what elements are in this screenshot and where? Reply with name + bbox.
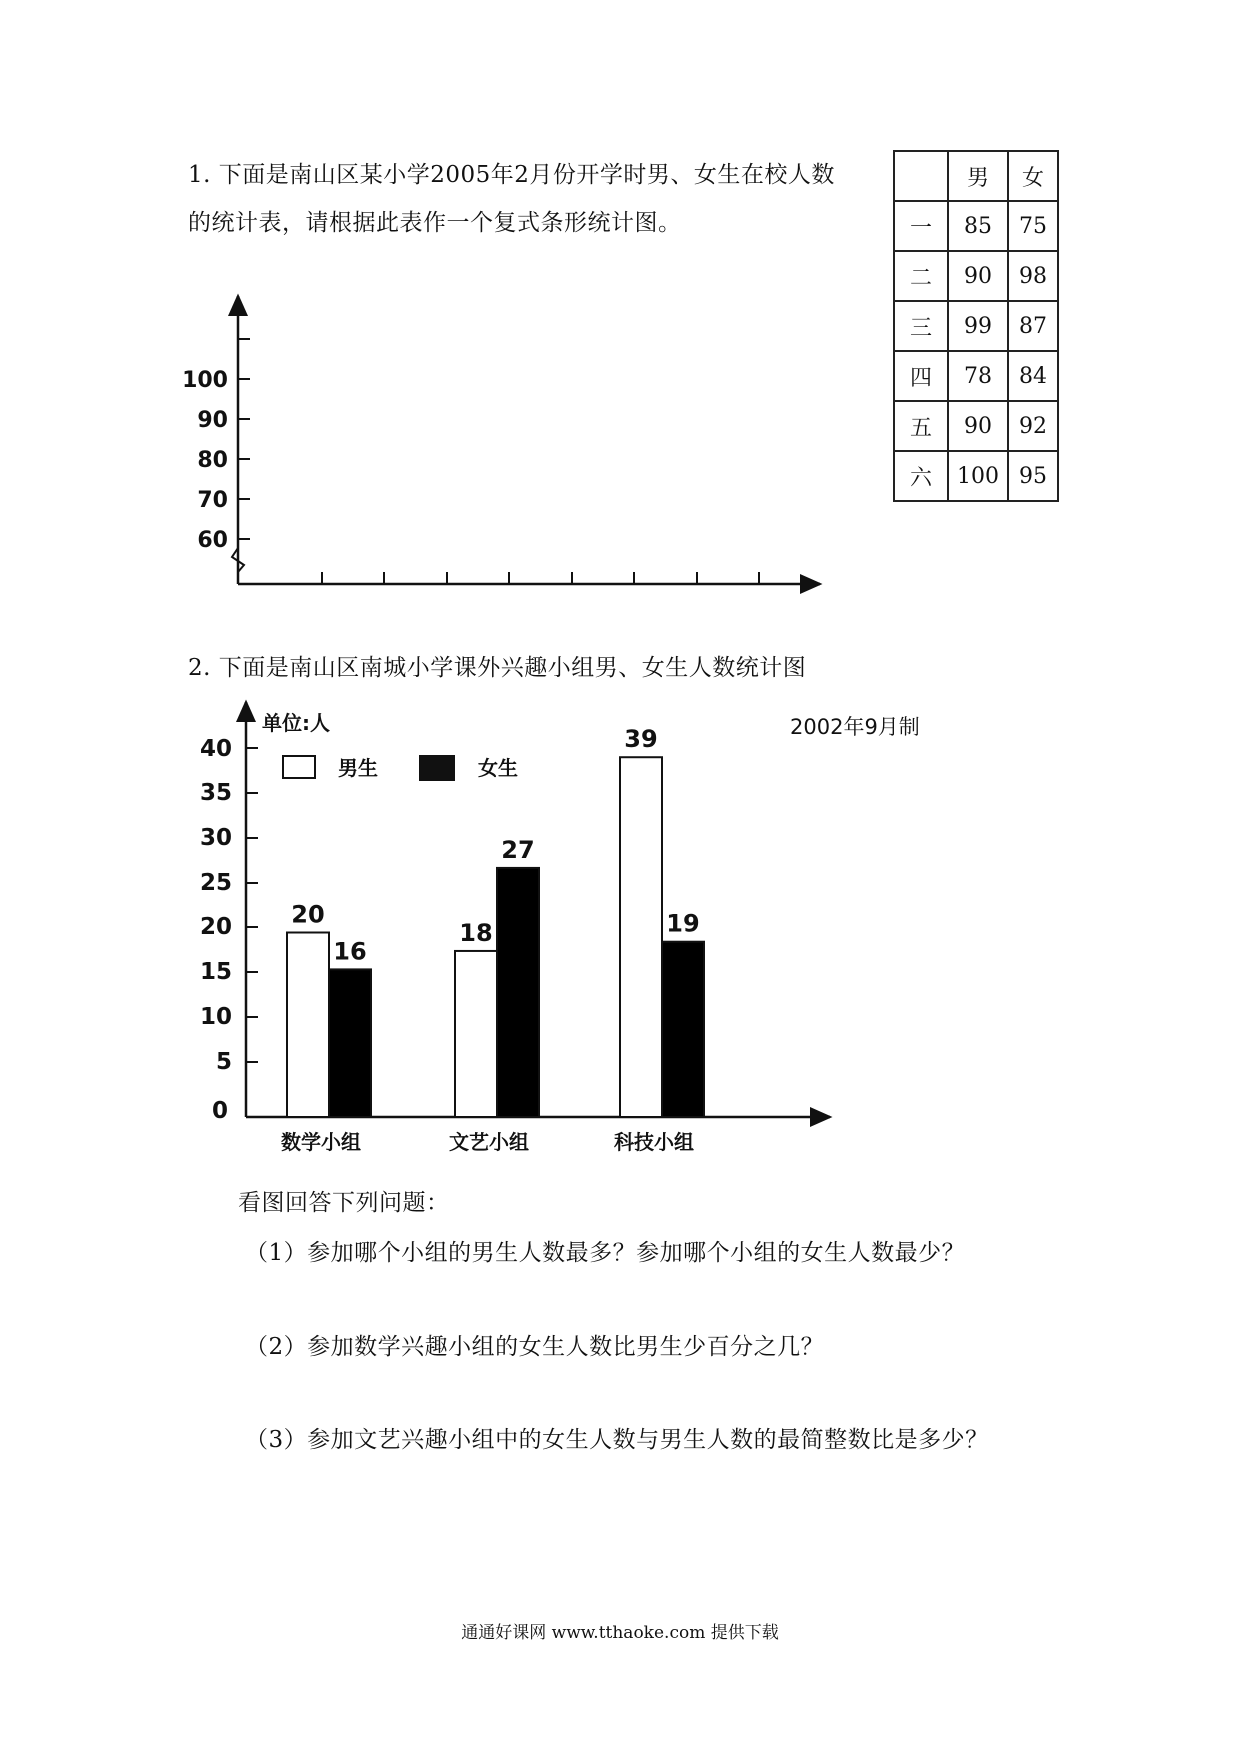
grade-cell: 四 xyxy=(894,351,948,401)
bar-value-label: 19 xyxy=(666,909,700,938)
y-tick-label: 0 xyxy=(211,1098,228,1124)
legend-swatch-girls xyxy=(420,756,454,780)
category-label: 科技小组 xyxy=(614,1130,694,1154)
girls-cell: 84 xyxy=(1008,351,1058,401)
made-date: 2002年9月制 xyxy=(790,715,920,739)
questions-intro: 看图回答下列问题： xyxy=(238,1190,450,1216)
boys-cell: 85 xyxy=(948,201,1008,251)
boys-cell: 90 xyxy=(948,251,1008,301)
q2-bar-chart xyxy=(0,690,1000,1160)
page-footer: 通通好课网 www.tthaoke.com 提供下载 xyxy=(461,1623,779,1643)
y-tick-label: 30 xyxy=(199,825,232,851)
boys-cell: 99 xyxy=(948,301,1008,351)
y-tick-label: 5 xyxy=(215,1049,232,1075)
question-3: （3）参加文艺兴趣小组中的女生人数与男生人数的最简整数比是多少？ xyxy=(245,1427,989,1453)
boys-cell: 90 xyxy=(948,401,1008,451)
y-tick-label: 15 xyxy=(199,959,232,985)
bar-value-label: 16 xyxy=(333,937,367,966)
bar-value-label: 18 xyxy=(459,918,493,947)
bar-girls-2 xyxy=(497,868,539,1117)
bar-boys-3 xyxy=(620,757,662,1117)
y-tick-label: 10 xyxy=(199,1004,232,1030)
boys-cell: 78 xyxy=(948,351,1008,401)
girls-cell: 75 xyxy=(1008,201,1058,251)
q1-y-tick-label: 80 xyxy=(197,448,228,473)
question-1: （1）参加哪个小组的男生人数最多？参加哪个小组的女生人数最少？ xyxy=(245,1240,966,1266)
grade-cell: 二 xyxy=(894,251,948,301)
table-header-cell: 女 xyxy=(1008,151,1058,201)
q1-y-tick-label: 100 xyxy=(182,368,228,393)
category-label: 文艺小组 xyxy=(449,1130,529,1154)
q1-y-tick-label: 60 xyxy=(197,528,228,553)
y-tick-label: 20 xyxy=(199,914,232,940)
q1-line1: 1. 下面是南山区某小学2005年2月份开学时男、女生在校人数 xyxy=(188,162,835,188)
table-header-cell: 男 xyxy=(948,151,1008,201)
bar-value-label: 27 xyxy=(501,835,535,864)
bar-value-label: 20 xyxy=(291,900,325,929)
q1-blank-axes xyxy=(0,0,1240,640)
girls-cell: 95 xyxy=(1008,451,1058,501)
y-tick-label: 25 xyxy=(199,870,232,896)
legend-label-boys: 男生 xyxy=(338,756,378,780)
y-tick-label: 40 xyxy=(199,736,232,762)
bar-girls-3 xyxy=(662,942,704,1117)
category-label: 数学小组 xyxy=(281,1130,361,1154)
q1-y-tick-label: 70 xyxy=(197,488,228,513)
girls-cell: 92 xyxy=(1008,401,1058,451)
unit-label: 单位:人 xyxy=(262,711,330,735)
bar-value-label: 39 xyxy=(624,725,658,754)
question-2: （2）参加数学兴趣小组的女生人数比男生少百分之几？ xyxy=(245,1334,825,1360)
girls-cell: 87 xyxy=(1008,301,1058,351)
q1-y-tick-label: 90 xyxy=(197,408,228,433)
q1-line2: 的统计表，请根据此表作一个复式条形统计图。 xyxy=(188,210,682,236)
grade-cell: 三 xyxy=(894,301,948,351)
bar-boys-1 xyxy=(287,933,329,1118)
boys-cell: 100 xyxy=(948,451,1008,501)
legend-label-girls: 女生 xyxy=(478,756,518,780)
y-tick-label: 35 xyxy=(199,780,232,806)
bar-girls-1 xyxy=(329,969,371,1117)
legend-swatch-boys xyxy=(283,756,315,778)
grade-cell: 五 xyxy=(894,401,948,451)
bar-boys-2 xyxy=(455,951,497,1117)
grade-cell: 一 xyxy=(894,201,948,251)
grade-cell: 六 xyxy=(894,451,948,501)
girls-cell: 98 xyxy=(1008,251,1058,301)
q2-title: 2. 下面是南山区南城小学课外兴趣小组男、女生人数统计图 xyxy=(188,655,807,681)
